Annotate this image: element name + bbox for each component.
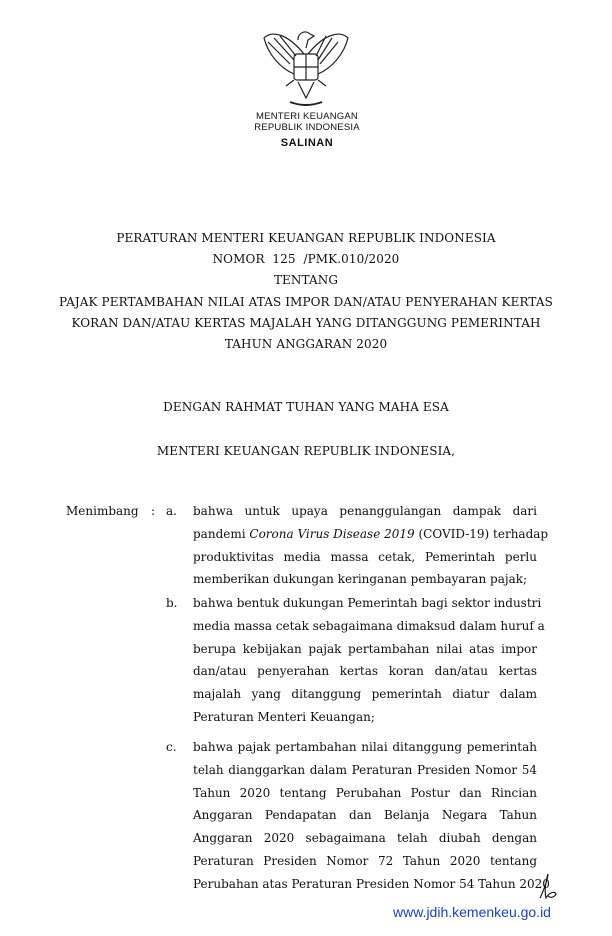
- item-marker: c.: [166, 740, 177, 754]
- paragraph-line: Tahun 2020 tentang Perubahan Postur dan Rincian: [193, 785, 537, 800]
- paragraph-line: majalah yang ditanggung pemerintah diatur dalam: [193, 687, 537, 702]
- paragraph-line: memberikan dukungan keringanan pembayaran pajak;: [193, 572, 528, 587]
- title-line: PERATURAN MENTERI KEUANGAN REPUBLIK INDONESIA: [116, 231, 496, 245]
- paragraph-line: bahwa untuk upaya penanggulangan dampak dari: [193, 504, 537, 518]
- paragraph-line: telah dianggarkan dalam Peraturan Presiden Nomor 54: [193, 762, 537, 777]
- paragraph-line: bahwa bentuk dukungan Pemerintah bagi sektor industri: [193, 596, 542, 610]
- paragraph-line: Peraturan Menteri Keuangan;: [193, 710, 375, 724]
- paragraph-line: dan/atau penyerahan kertas koran dan/atau kertas: [193, 664, 537, 679]
- website-link[interactable]: www.jdih.kemenkeu.go.id: [393, 904, 551, 920]
- letterhead-line-1: MENTERI KEUANGAN: [256, 111, 358, 122]
- regulation-title: [0, 228, 612, 355]
- text-segment: (COVID-19) terhadap: [414, 526, 549, 541]
- title-line: TENTANG: [273, 272, 339, 287]
- blessing: DENGAN RAHMAT TUHAN YANG MAHA ESA: [163, 400, 449, 414]
- title-line: PAJAK PERTAMBAHAN NILAI ATAS IMPOR DAN/ATAU PENYERAHAN KERTAS: [59, 295, 553, 310]
- item-marker: a.: [166, 504, 177, 518]
- paragraph-line: bahwa pajak pertambahan nilai ditanggung pemerintah: [193, 740, 537, 754]
- text-segment: pandemi: [193, 526, 250, 541]
- letterhead-line-2: REPUBLIK INDONESIA: [254, 122, 360, 133]
- paragraph-line: Anggaran Pendapatan dan Belanja Negara Tahun: [193, 808, 537, 823]
- paragraph-line: [193, 526, 549, 542]
- garuda-emblem-icon: [258, 24, 354, 108]
- paragraph-line: media massa cetak sebagaimana dimaksud dalam huruf a: [193, 618, 545, 633]
- paragraph-line: Anggaran 2020 sebagaimana telah diubah dengan: [193, 831, 537, 846]
- italic-term: Corona Virus Disease 2019: [249, 526, 415, 541]
- salinan-stamp: SALINAN: [280, 137, 334, 149]
- title-line: TAHUN ANGGARAN 2020: [224, 336, 388, 351]
- paragraph-line: berupa kebijakan pajak pertambahan nilai atas impor: [193, 641, 537, 656]
- paragraph-line: produktivitas media massa cetak, Pemerintah perlu: [193, 549, 537, 564]
- authority: MENTERI KEUANGAN REPUBLIK INDONESIA,: [156, 444, 456, 458]
- paragraph-line: Perubahan atas Peraturan Presiden Nomor 54 Tahun 2020: [193, 876, 550, 891]
- title-line: KORAN DAN/ATAU KERTAS MAJALAH YANG DITANGGUNG PEMERINTAH: [71, 316, 541, 331]
- item-marker: b.: [166, 596, 178, 610]
- considering-colon: :: [151, 504, 156, 518]
- initial-signature-icon: [536, 872, 560, 906]
- paragraph-line: Peraturan Presiden Nomor 72 Tahun 2020 tentang: [193, 854, 537, 868]
- regulation-number: NOMOR 125 /PMK.010/2020: [212, 251, 400, 266]
- considering-label: Menimbang: [66, 504, 139, 518]
